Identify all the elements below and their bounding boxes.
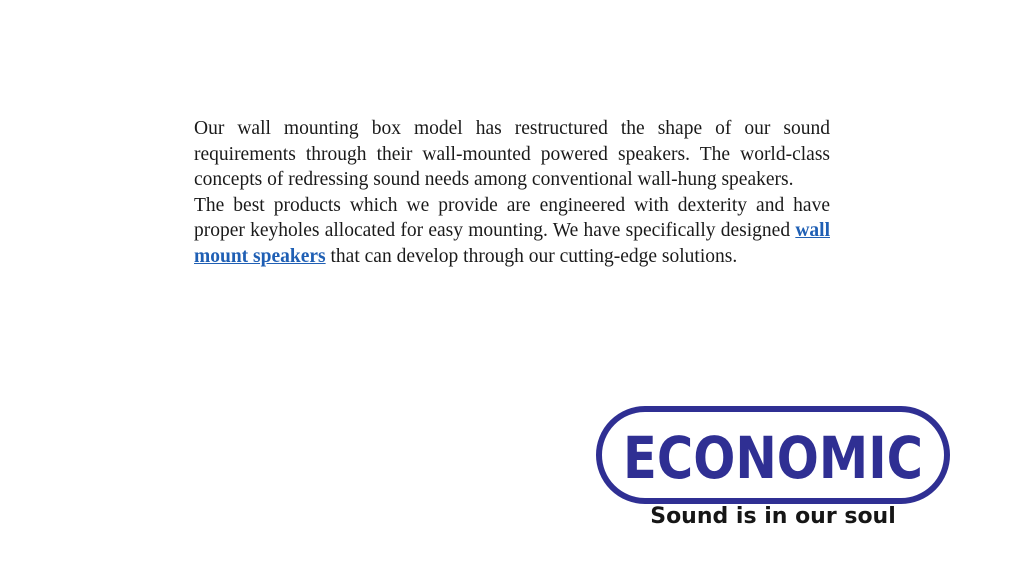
paragraph-1: Our wall mounting box model has restructured the shape of our sound requirements through their wall-mounted powered speakers. The world-class concepts of redressing sound needs among conventional wall-hung speakers. <box>194 118 830 191</box>
logo-wordmark: ECONOMIC <box>623 424 923 492</box>
paragraph-2-start: The best products which we provide are engineered with dexterity and have proper keyholes allocated for easy mounting. We have specifically designed <box>194 194 830 242</box>
wall-mount-speakers-link[interactable]: wall mount speakers <box>194 220 830 267</box>
paragraph-2-end: that can develop through our cutting-edge solutions. <box>325 245 738 267</box>
logo-tagline: Sound is in our soul <box>650 504 896 529</box>
body-text <box>194 116 830 270</box>
paragraph-2 <box>194 193 830 270</box>
